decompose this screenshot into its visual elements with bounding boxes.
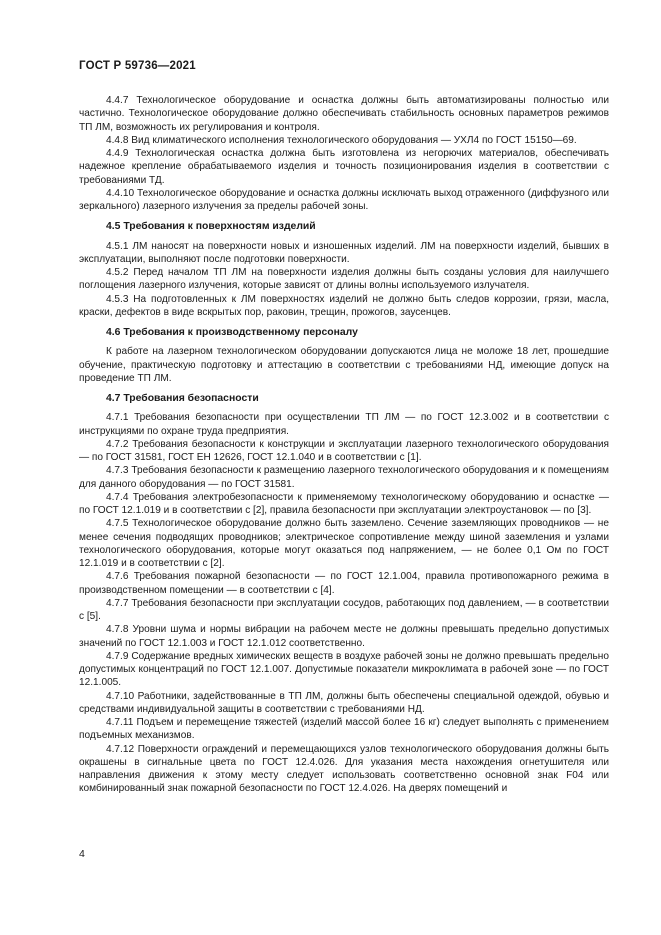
paragraph-4-7-3: 4.7.3 Требования безопасности к размещению лазерного технологического оборудования и к помещениям для данного оборудования — по ГОСТ 31581. [79, 465, 609, 490]
paragraph-4-7-5: 4.7.5 Технологическое оборудование должно быть заземлено. Сечение заземляющих проводников — не менее сечения подводящих проводников; электрическое сопротивление между шиной заземления и узлами технологического оборудования, которые могут оказаться под напряжением, — не более 0,1 Ом по ГОСТ 12.1.019 и в соответствии с [2]. [79, 518, 609, 569]
document-body [79, 94, 609, 796]
paragraph-4-5-1: 4.5.1 ЛМ наносят на поверхности новых и изношенных изделий. ЛМ на поверхности изделий, бывших в эксплуатации, выполняют после подготовки поверхности. [79, 240, 609, 265]
paragraph-4-7-2: 4.7.2 Требования безопасности к конструкции и эксплуатации лазерного технологического оборудования — по ГОСТ 31581, ГОСТ ЕН 12626, ГОСТ 12.1.040 и в соответствии с [1]. [79, 438, 609, 463]
paragraph-4-5-2: 4.5.2 Перед началом ТП ЛМ на поверхности изделия должны быть созданы условия для наилучшего поглощения лазерного излучения, которые зависят от длины волны используемого излучателя. [79, 267, 609, 292]
paragraph-4-7-8: 4.7.8 Уровни шума и нормы вибрации на рабочем месте не должны превышать предельно допустимых значений по ГОСТ 12.1.003 и ГОСТ 12.1.012 соответственно. [79, 624, 609, 649]
paragraph-4-7-6: 4.7.6 Требования пожарной безопасности — по ГОСТ 12.1.004, правила противопожарного режима в производственном помещении — в соответствии с [4]. [79, 571, 609, 596]
paragraph-4-7-9: 4.7.9 Содержание вредных химических веществ в воздухе рабочей зоны не должно превышать предельно допустимых концентраций по ГОСТ 12.1.007. Допустимые показатели микроклимата в рабочей зоне — по ГОСТ 12.1.005. [79, 650, 609, 689]
paragraph-4-4-8: 4.4.8 Вид климатического исполнения технологического оборудования — УХЛ4 по ГОСТ 15150—69. [106, 134, 577, 146]
section-heading-4-7: 4.7 Требования безопасности [106, 393, 259, 404]
paragraph-4-4-9: 4.4.9 Технологическая оснастка должна быть изготовлена из негорючих материалов, обеспечивать надежное крепление обрабатываемого изделия и точность позиционирования изделия в соответствии с требованиями ТД. [79, 148, 609, 186]
paragraph-4-7-12: 4.7.12 Поверхности ограждений и перемещающихся узлов технологического оборудования должны быть окрашены в сигнальные цвета по ГОСТ 12.4.026. Для указания места нахождения огнетушителя или направления движения к этому месту следует использовать соответственно основной знак F04 или комбинированный знак пожарной безопасности по ГОСТ 12.4.026. На дверях помещений и [79, 743, 609, 795]
paragraph-4-7-1: 4.7.1 Требования безопасности при осуществлении ТП ЛМ — по ГОСТ 12.3.002 и в соответствии с инструкциями по охране труда предприятия. [79, 412, 609, 437]
paragraph-4-6: К работе на лазерном технологическом оборудовании допускаются лица не моложе 18 лет, прошедшие обучение, практическую подготовку и аттестацию в соответствии с требованиями НД, имеющие допуск на проведение ТП ЛМ. [79, 346, 609, 384]
paragraph-4-7-4: 4.7.4 Требования электробезопасности к применяемому технологическому оборудованию и оснастке — по ГОСТ 12.1.019 и в соответствии с [2], правила безопасности при эксплуатации электроустановок — по [3]. [79, 491, 609, 516]
section-heading-4-5: 4.5 Требования к поверхностям изделий [106, 221, 316, 233]
paragraph-4-7-7: 4.7.7 Требования безопасности при эксплуатации сосудов, работающих под давлением, — в соответствии с [5]. [79, 597, 609, 622]
paragraph-4-5-3: 4.5.3 На подготовленных к ЛМ поверхностях изделий не должно быть следов коррозии, грязи, масла, краски, дефектов в виде вскрытых пор, раковин, трещин, прожогов, заусенцев. [79, 293, 609, 318]
section-heading-4-6: 4.6 Требования к производственному персоналу [106, 327, 358, 338]
document-code-header: ГОСТ Р 59736—2021 [79, 60, 196, 72]
paragraph-4-4-7: 4.4.7 Технологическое оборудование и оснастка должны быть автоматизированы полностью или частично. Технологическое оборудование должно обеспечивать стабильность основных параметров режимов ТП ЛМ, возможность их регулирования и контроля. [79, 95, 609, 133]
paragraph-4-7-10: 4.7.10 Работники, задействованные в ТП ЛМ, должны быть обеспечены специальной одеждой, обувью и средствами индивидуальной защиты в соответствии с требованиями НД. [79, 690, 609, 715]
page-number: 4 [79, 848, 85, 860]
paragraph-4-4-10: 4.4.10 Технологическое оборудование и оснастка должны исключать выход отраженного (диффузного или зеркального) лазерного излучения за пределы рабочей зоны. [79, 187, 609, 212]
paragraph-4-7-11: 4.7.11 Подъем и перемещение тяжестей (изделий массой более 16 кг) следует выполнять с применением подъемных механизмов. [79, 717, 609, 742]
